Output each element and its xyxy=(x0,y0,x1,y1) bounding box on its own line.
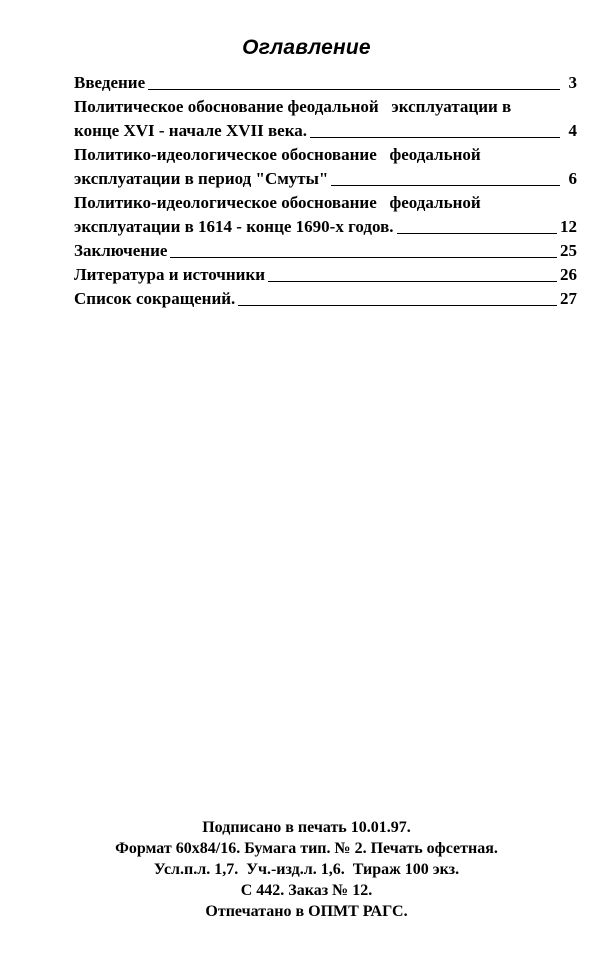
table-of-contents xyxy=(74,71,577,311)
toc-page-number: 26 xyxy=(560,265,577,284)
toc-leader-line xyxy=(148,89,560,90)
toc-page-number: 27 xyxy=(560,289,577,308)
toc-entry-label-line: Политико-идеологическое обоснование феодальной xyxy=(74,145,481,164)
toc-page-number: 25 xyxy=(560,241,577,260)
toc-entry-time-of-troubles xyxy=(74,143,577,191)
imprint-block xyxy=(0,817,613,922)
toc-entry-label: эксплуатации в 1614 - конце 1690-х годов. xyxy=(74,217,394,236)
toc-leader-line xyxy=(170,257,557,258)
page-title: Оглавление xyxy=(242,36,371,59)
toc-entry-label: Литература и источники xyxy=(74,265,266,284)
toc-entry-1614-1690s xyxy=(74,191,577,239)
toc-entry-label: Введение xyxy=(74,73,146,92)
toc-leader-line xyxy=(238,305,557,306)
toc-entry-label: конце XVI - начале XVII века. xyxy=(74,121,308,140)
imprint-line: Подписано в печать 10.01.97. xyxy=(202,819,411,836)
toc-leader-line xyxy=(331,185,560,186)
toc-entry-label-line: Политико-идеологическое обоснование феодальной xyxy=(74,193,481,212)
toc-page-number: 12 xyxy=(560,217,577,236)
toc-entry-introduction xyxy=(74,71,577,95)
toc-page-number: 3 xyxy=(568,73,577,92)
toc-entry-political-justification xyxy=(74,95,577,143)
toc-leader-line xyxy=(268,281,557,282)
imprint-line: Усл.п.л. 1,7. Уч.-изд.л. 1,6. Тираж 100 экз. xyxy=(153,861,460,878)
toc-page-number: 6 xyxy=(568,169,577,188)
toc-entry-label: Заключение xyxy=(74,241,168,260)
toc-page-number: 4 xyxy=(568,121,577,140)
toc-entry-label-line: Политическое обоснование феодальной эксплуатации в xyxy=(74,97,512,116)
toc-entry-conclusion xyxy=(74,239,577,263)
imprint-line: Формат 60x84/16. Бумага тип. № 2. Печать офсетная. xyxy=(115,840,498,857)
imprint-line: С 442. Заказ № 12. xyxy=(240,882,373,899)
toc-leader-line xyxy=(310,137,560,138)
toc-entry-abbreviations xyxy=(74,287,577,311)
toc-entry-label: Список сокращений. xyxy=(74,289,236,308)
toc-leader-line xyxy=(397,233,558,234)
toc-entry-label: эксплуатации в период "Смуты" xyxy=(74,169,329,188)
toc-entry-literature xyxy=(74,263,577,287)
imprint-line: Отпечатано в ОПМТ РАГС. xyxy=(205,903,408,920)
